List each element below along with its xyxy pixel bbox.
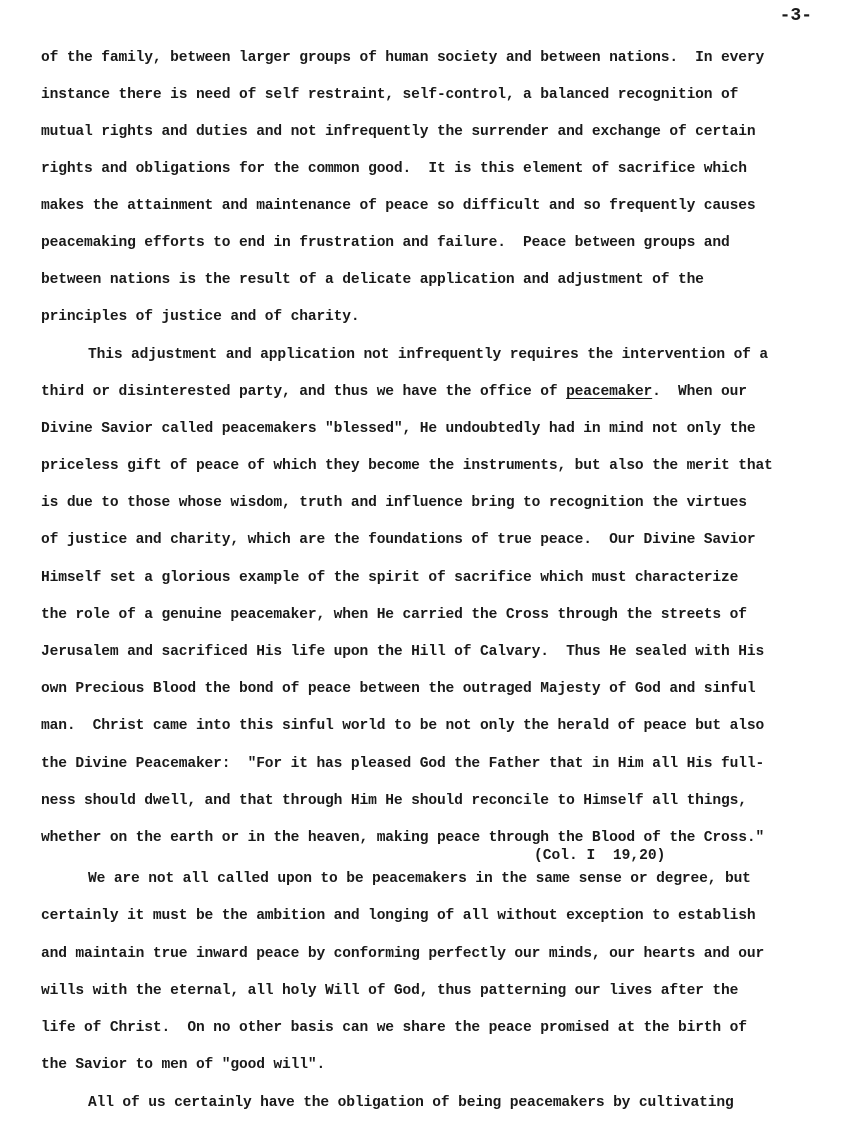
text-line: certainly it must be the ambition and longing of all without exception to establish xyxy=(41,908,756,924)
text-line: and maintain true inward peace by conforming perfectly our minds, our hearts and our xyxy=(41,946,765,962)
text-line: is due to those whose wisdom, truth and influence bring to recognition the virtues xyxy=(41,495,747,511)
text-line: ness should dwell, and that through Him He should reconcile to Himself all things, xyxy=(41,793,747,809)
text-line: This adjustment and application not infrequently requires the intervention of a xyxy=(88,347,769,363)
text-line: wills with the eternal, all holy Will of God, thus patterning our lives after the xyxy=(41,983,739,999)
text-line: We are not all called upon to be peacemakers in the same sense or degree, but xyxy=(88,871,751,887)
text-line: of the family, between larger groups of human society and between nations. In every xyxy=(41,50,765,66)
text-segment: third or disinterested party, and thus we have the office of xyxy=(41,384,567,400)
text-line: of justice and charity, which are the foundations of true peace. Our Divine Savior xyxy=(41,532,756,548)
scripture-citation: (Col. I 19,20) xyxy=(534,848,666,864)
text-line: Jerusalem and sacrificed His life upon the Hill of Calvary. Thus He sealed with His xyxy=(41,644,765,660)
underlined-term: peacemaker xyxy=(566,384,653,400)
text-line: rights and obligations for the common good. It is this element of sacrifice which xyxy=(41,161,747,177)
text-line-with-term xyxy=(41,382,747,402)
text-line: instance there is need of self restraint, self-control, a balanced recognition of xyxy=(41,87,739,103)
text-line: makes the attainment and maintenance of peace so difficult and so frequently causes xyxy=(41,198,756,214)
text-line: All of us certainly have the obligation of being peacemakers by cultivating xyxy=(88,1095,734,1111)
text-line: the Savior to men of "good will". xyxy=(41,1057,326,1073)
text-line: life of Christ. On no other basis can we share the peace promised at the birth of xyxy=(41,1020,747,1036)
text-line: the Divine Peacemaker: "For it has pleased God the Father that in Him all His full- xyxy=(41,756,765,772)
text-line: principles of justice and of charity. xyxy=(41,309,360,325)
text-line: Himself set a glorious example of the spirit of sacrifice which must characterize xyxy=(41,570,739,586)
page-number: -3- xyxy=(779,6,812,26)
text-line: whether on the earth or in the heaven, making peace through the Blood of the Cross." xyxy=(41,830,765,846)
text-line: between nations is the result of a delicate application and adjustment of the xyxy=(41,272,704,288)
text-segment: . When our xyxy=(652,384,747,400)
text-line: mutual rights and duties and not infrequently the surrender and exchange of certain xyxy=(41,124,756,140)
text-line: peacemaking efforts to end in frustration and failure. Peace between groups and xyxy=(41,235,730,251)
text-line: priceless gift of peace of which they become the instruments, but also the merit that xyxy=(41,458,773,474)
text-line: man. Christ came into this sinful world to be not only the herald of peace but also xyxy=(41,718,765,734)
text-line: Divine Savior called peacemakers "blessed", He undoubtedly had in mind not only the xyxy=(41,421,756,437)
text-line: own Precious Blood the bond of peace between the outraged Majesty of God and sinful xyxy=(41,681,756,697)
text-line: the role of a genuine peacemaker, when He carried the Cross through the streets of xyxy=(41,607,747,623)
